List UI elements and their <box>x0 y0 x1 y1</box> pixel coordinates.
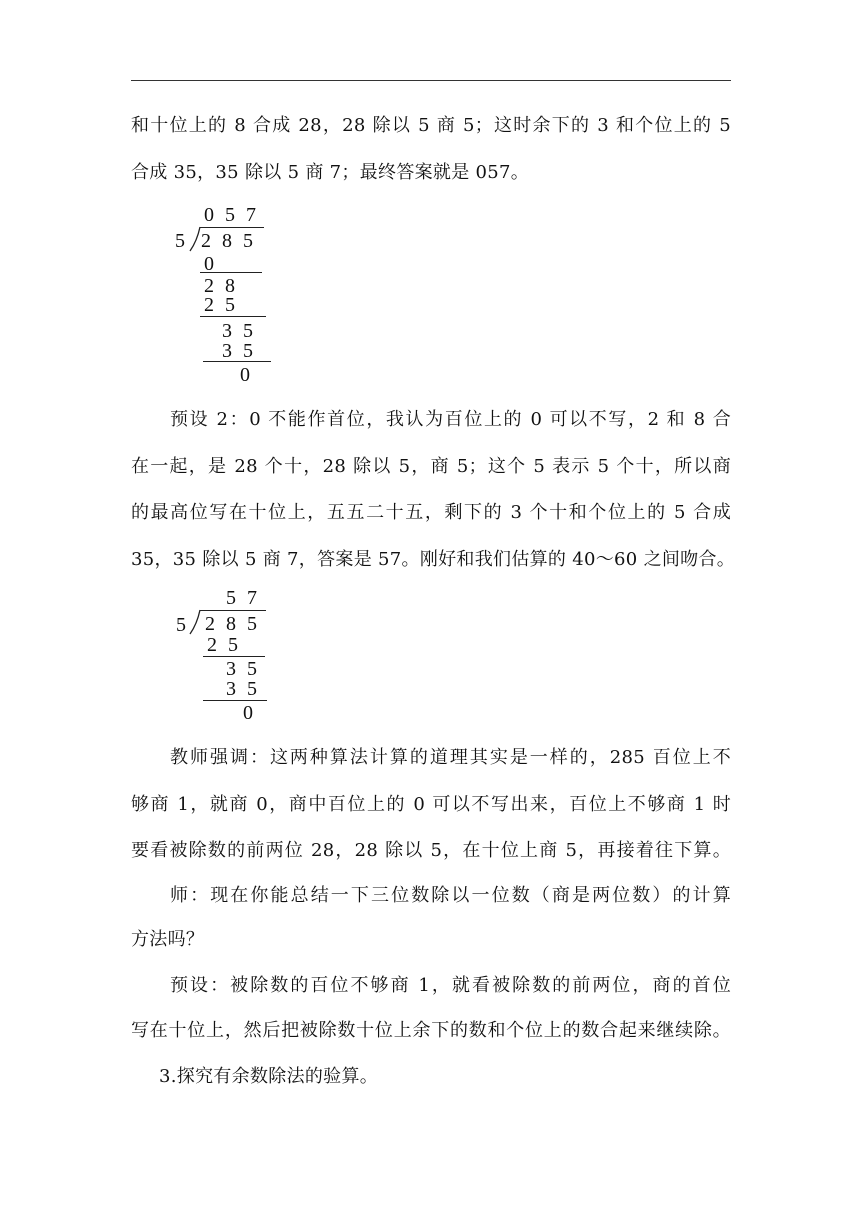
text-line: 预设：被除数的百位不够商 1，就看被除数的前两位，商的首位 <box>170 975 731 996</box>
text-line: 教师强调：这两种算法计算的道理其实是一样的，285 百位上不 <box>170 747 731 768</box>
step-value: 3 5 <box>226 658 260 680</box>
subtraction-line <box>203 361 271 362</box>
subtraction-line <box>203 700 267 701</box>
text-line: 要看被除数的前两位 28，28 除以 5，在十位上商 5，再接着往下算。 <box>131 840 731 861</box>
divisor: 5 <box>176 614 189 636</box>
text-line: 方法吗？ <box>131 929 205 950</box>
quotient: 5 7 <box>226 587 260 609</box>
step-value: 0 <box>204 253 217 275</box>
step-value: 2 8 <box>204 275 238 297</box>
text-line: 师：现在你能总结一下三位数除以一位数（商是两位数）的计算 <box>170 885 731 906</box>
dividend: 2 8 5 <box>201 230 256 252</box>
text-line: 预设 2：0 不能作首位，我认为百位上的 0 可以不写，2 和 8 合 <box>170 409 731 430</box>
remainder: 0 <box>243 702 256 724</box>
section-heading: 3.探究有余数除法的验算。 <box>159 1066 379 1087</box>
step-value: 2 5 <box>204 294 238 316</box>
step-value: 3 5 <box>226 678 260 700</box>
text-line: 35，35 除以 5 商 7，答案是 57。刚好和我们估算的 40～60 之间吻合。 <box>131 549 736 570</box>
subtraction-line <box>203 656 265 657</box>
text-line: 够商 1，就商 0，商中百位上的 0 可以不写出来，百位上不够商 1 时 <box>131 794 731 815</box>
dividend: 2 8 5 <box>205 613 260 635</box>
division-bracket <box>189 610 201 636</box>
step-value: 3 5 <box>222 340 256 362</box>
subtraction-line <box>200 316 266 317</box>
subtraction-line <box>200 272 262 273</box>
text-line: 的最高位写在十位上，五五二十五，剩下的 3 个十和个位上的 5 合成 <box>131 502 731 523</box>
remainder: 0 <box>240 364 253 386</box>
step-value: 2 5 <box>207 634 241 656</box>
step-value: 3 5 <box>222 320 256 342</box>
text-line: 合成 35，35 除以 5 商 7；最终答案就是 057。 <box>131 162 530 183</box>
division-bar <box>200 610 266 611</box>
divisor: 5 <box>175 230 188 252</box>
header-rule <box>131 80 731 81</box>
division-bar <box>200 227 264 228</box>
division-bracket <box>189 227 201 253</box>
quotient: 0 5 7 <box>204 204 259 226</box>
text-line: 和十位上的 8 合成 28，28 除以 5 商 5；这时余下的 3 和个位上的 5 <box>131 115 731 136</box>
text-line: 写在十位上，然后把被除数十位上余下的数和个位上的数合起来继续除。 <box>131 1020 731 1041</box>
text-line: 在一起，是 28 个十，28 除以 5，商 5；这个 5 表示 5 个十，所以商 <box>131 456 731 477</box>
